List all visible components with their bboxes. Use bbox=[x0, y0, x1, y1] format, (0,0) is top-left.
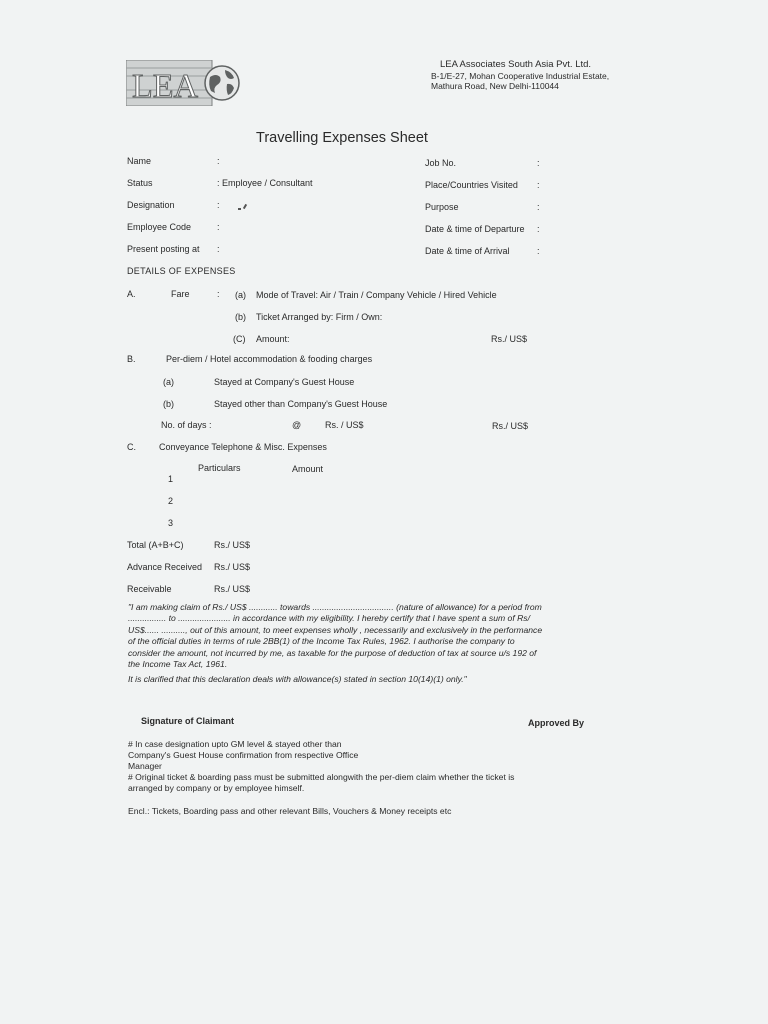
page-title: Travelling Expenses Sheet bbox=[256, 130, 428, 146]
field-label-name: Name bbox=[127, 156, 152, 166]
field-value-arrival[interactable]: : bbox=[537, 246, 540, 256]
section-b-label: Per-diem / Hotel accommodation & fooding charges bbox=[166, 354, 373, 364]
field-label-arrival: Date & time of Arrival bbox=[425, 246, 510, 256]
details-heading: DETAILS OF EXPENSES bbox=[127, 266, 236, 276]
company-address-line2: Mathura Road, New Delhi-110044 bbox=[431, 81, 559, 91]
section-c-row-number: 1 bbox=[168, 474, 174, 484]
note-enclosures: Encl.: Tickets, Boarding pass and other relevant Bills, Vouchers & Money receipts etc bbox=[128, 806, 452, 816]
field-value-job-no[interactable]: : bbox=[537, 158, 540, 168]
advance-received-label: Advance Received bbox=[127, 562, 203, 572]
field-value-place-visited[interactable]: : bbox=[537, 180, 540, 190]
section-b-rate[interactable]: Rs. / US$ bbox=[325, 420, 364, 430]
section-a-label: Fare bbox=[171, 289, 190, 299]
section-a-item-marker: (C) bbox=[233, 334, 246, 344]
section-b-at: @ bbox=[292, 420, 302, 430]
section-b-item-marker: (b) bbox=[163, 399, 174, 409]
section-a-amount-value[interactable]: Rs./ US$ bbox=[491, 334, 528, 344]
section-a-ticket-arranged[interactable]: Ticket Arranged by: Firm / Own: bbox=[256, 312, 383, 322]
field-value-designation[interactable]: : bbox=[217, 200, 220, 210]
receivable-label: Receivable bbox=[127, 584, 172, 594]
signature-of-claimant: Signature of Claimant bbox=[141, 716, 235, 726]
section-b-item-marker: (a) bbox=[163, 377, 174, 387]
field-label-departure: Date & time of Departure bbox=[425, 224, 525, 234]
section-a-letter: A. bbox=[127, 289, 136, 299]
section-a-colon: : bbox=[217, 289, 220, 299]
field-label-purpose: Purpose bbox=[425, 202, 459, 212]
field-value-name[interactable]: : bbox=[217, 156, 220, 166]
scan-speck bbox=[243, 204, 247, 209]
total-value[interactable]: Rs./ US$ bbox=[214, 540, 251, 550]
company-address-line1: B-1/E-27, Mohan Cooperative Industrial Estate, bbox=[431, 71, 610, 81]
section-c-letter: C. bbox=[127, 442, 136, 452]
receivable-value[interactable]: Rs./ US$ bbox=[214, 584, 251, 594]
section-b-amount-value[interactable]: Rs./ US$ bbox=[492, 421, 529, 431]
section-c-col-particulars: Particulars bbox=[198, 463, 241, 473]
note-original-ticket: # Original ticket & boarding pass must be submitted alongwith the per-diem claim whether the ticket is arranged by company or by employee himself. bbox=[128, 772, 515, 794]
field-label-designation: Designation bbox=[127, 200, 175, 210]
field-label-status: Status bbox=[127, 178, 153, 188]
section-c-col-amount: Amount bbox=[292, 464, 324, 474]
field-value-employee-code[interactable]: : bbox=[217, 222, 220, 232]
section-b-other-stay[interactable]: Stayed other than Company's Guest House bbox=[214, 399, 388, 409]
scan-speck bbox=[238, 208, 241, 210]
note-designation: # In case designation upto GM level & stayed other than Company's Guest House confirmation from respective Office Manager bbox=[128, 739, 359, 772]
lea-globe-icon bbox=[126, 60, 242, 106]
field-label-employee-code: Employee Code bbox=[127, 222, 192, 232]
section-b-letter: B. bbox=[127, 354, 136, 364]
approved-by: Approved By bbox=[528, 718, 585, 728]
section-c-row-number: 2 bbox=[168, 496, 174, 506]
section-b-days-label: No. of days : bbox=[161, 420, 212, 430]
clarification-text: It is clarified that this declaration deals with allowance(s) stated in section 10(14)(1) only." bbox=[128, 674, 467, 684]
section-a-item-marker: (a) bbox=[235, 290, 246, 300]
field-value-present-posting[interactable]: : bbox=[217, 244, 220, 254]
field-label-present-posting: Present posting at bbox=[127, 244, 200, 254]
total-label: Total (A+B+C) bbox=[127, 540, 184, 550]
field-value-departure[interactable]: : bbox=[537, 224, 540, 234]
section-a-item-marker: (b) bbox=[235, 312, 246, 322]
field-value-purpose[interactable]: : bbox=[537, 202, 540, 212]
company-logo bbox=[126, 60, 242, 106]
field-label-job-no: Job No. bbox=[425, 158, 457, 168]
company-name: LEA Associates South Asia Pvt. Ltd. bbox=[440, 59, 592, 70]
section-a-mode-of-travel[interactable]: Mode of Travel: Air / Train / Company Vehicle / Hired Vehicle bbox=[256, 290, 497, 300]
field-value-status[interactable]: : Employee / Consultant bbox=[217, 178, 313, 188]
section-a-amount-label: Amount: bbox=[256, 334, 290, 344]
section-c-row-number: 3 bbox=[168, 518, 174, 528]
section-b-guest-house[interactable]: Stayed at Company's Guest House bbox=[214, 377, 355, 387]
declaration-text: "I am making claim of Rs./ US$ ............ towards .................................. (nature of allowance) for a period from ................ to ...................... in accordance with my eligibility. I hereby certify that I have spent a sum of Rs/ US$...... .........., out of this amount, to meet expenses wholly , necessarily and exclusively in the performance of the official duties in terms of rule 2BB(1) of the Income Tax Rules, 1962. I authorise the company to consider the amount, not incurred by me, as taxable for the purpose of deduction of tax at source u/s 192 of the Income Tax Act, 1961. bbox=[128, 602, 543, 670]
field-label-place-visited: Place/Countries Visited bbox=[425, 180, 518, 190]
section-c-label: Conveyance Telephone & Misc. Expenses bbox=[159, 442, 327, 452]
svg-text:LEA: LEA bbox=[132, 68, 199, 105]
advance-received-value[interactable]: Rs./ US$ bbox=[214, 562, 251, 572]
